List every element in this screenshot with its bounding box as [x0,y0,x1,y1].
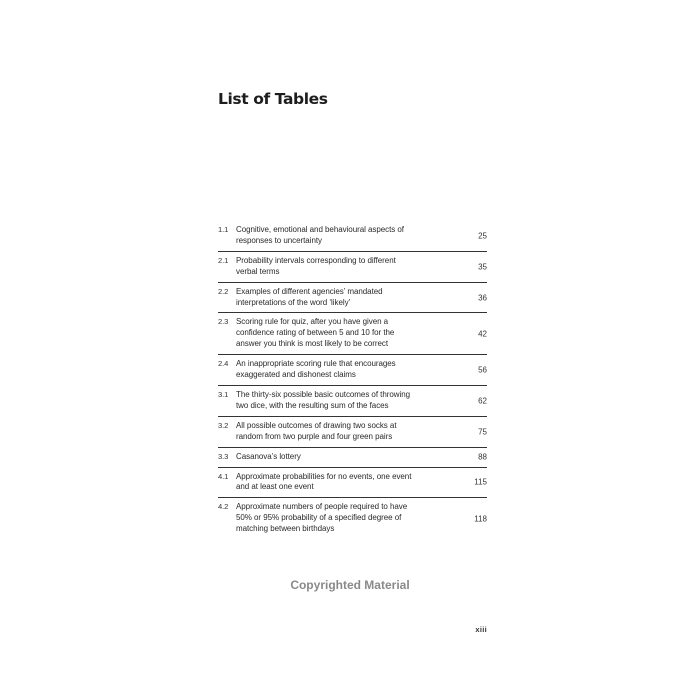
caption-line: Approximate numbers of people required to have [236,502,408,512]
table-caption [236,317,448,350]
table-entry-2-2[interactable] [218,283,487,314]
caption-line: An inappropriate scoring rule that encourages [236,359,396,369]
page-number: xiii [475,625,487,634]
caption-line: interpretations of the word ‘likely’ [236,297,351,307]
table-number: 1.1 [218,225,229,234]
copyright-watermark [0,578,700,592]
table-caption [236,452,448,463]
table-number: 4.2 [218,502,229,512]
page-ref: 88 [478,452,487,462]
caption-line: 50% or 95% probability of a specified degree of [236,513,402,523]
table-caption [236,421,448,443]
page-ref: 36 [478,293,487,303]
table-number: 2.1 [218,255,229,265]
table-number: 2.3 [218,317,229,327]
table-entry-3-2[interactable] [218,417,487,448]
list-of-tables [218,221,487,539]
caption-line: All possible outcomes of drawing two socks at [236,420,397,430]
table-entry-2-1[interactable] [218,252,487,283]
caption-line: verbal terms [236,266,280,276]
caption-line: responses to uncertainty [236,235,322,245]
table-number: 3.3 [218,451,229,461]
table-number: 2.2 [218,286,229,296]
caption-line: Approximate probabilities for no events, one event [236,471,412,481]
caption-line: Casanova’s lottery [236,451,301,461]
table-number: 3.1 [218,389,229,399]
table-number: 4.1 [218,471,229,481]
page-ref: 42 [478,329,487,339]
table-caption [236,472,448,494]
table-entry-3-1[interactable] [218,386,487,417]
page-ref: 35 [478,262,487,272]
page-ref: 75 [478,427,487,437]
page-ref: 62 [478,396,487,406]
table-number: 3.2 [218,420,229,430]
table-entry-4-1[interactable] [218,468,487,499]
caption-line: answer you think is most likely to be correct [236,339,389,349]
caption-line: and at least one event [236,482,314,492]
table-caption [236,359,448,381]
page-ref: 25 [478,231,487,241]
caption-line: Scoring rule for quiz, after you have given a [236,317,389,327]
table-number: 2.4 [218,359,229,369]
table-caption [236,390,448,412]
caption-line: matching between birthdays [236,524,335,534]
caption-line: The thirty-six possible basic outcomes of throwing [236,389,411,399]
caption-line: random from two purple and four green pairs [236,431,393,441]
caption-line: Probability intervals corresponding to different [236,255,396,265]
page-ref: 118 [474,514,487,524]
table-entry-1-1[interactable] [218,221,487,252]
watermark-text: Copyrighted Material [290,578,410,592]
table-caption [236,225,448,247]
table-entry-3-3[interactable] [218,448,487,468]
table-caption [236,502,448,535]
caption-line: Cognitive, emotional and behavioural aspects of [236,225,404,234]
page-ref: 115 [474,477,487,487]
caption-line: Examples of different agencies’ mandated [236,286,383,296]
caption-line: two dice, with the resulting sum of the faces [236,400,389,410]
table-caption [236,287,448,309]
table-entry-2-4[interactable] [218,355,487,386]
page-ref: 56 [478,365,487,375]
table-entry-2-3[interactable] [218,313,487,355]
page-title: List of Tables [218,90,328,108]
table-entry-4-2[interactable] [218,498,487,539]
table-caption [236,256,448,278]
caption-line: confidence rating of between 5 and 10 for the [236,328,395,338]
caption-line: exaggerated and dishonest claims [236,370,356,380]
